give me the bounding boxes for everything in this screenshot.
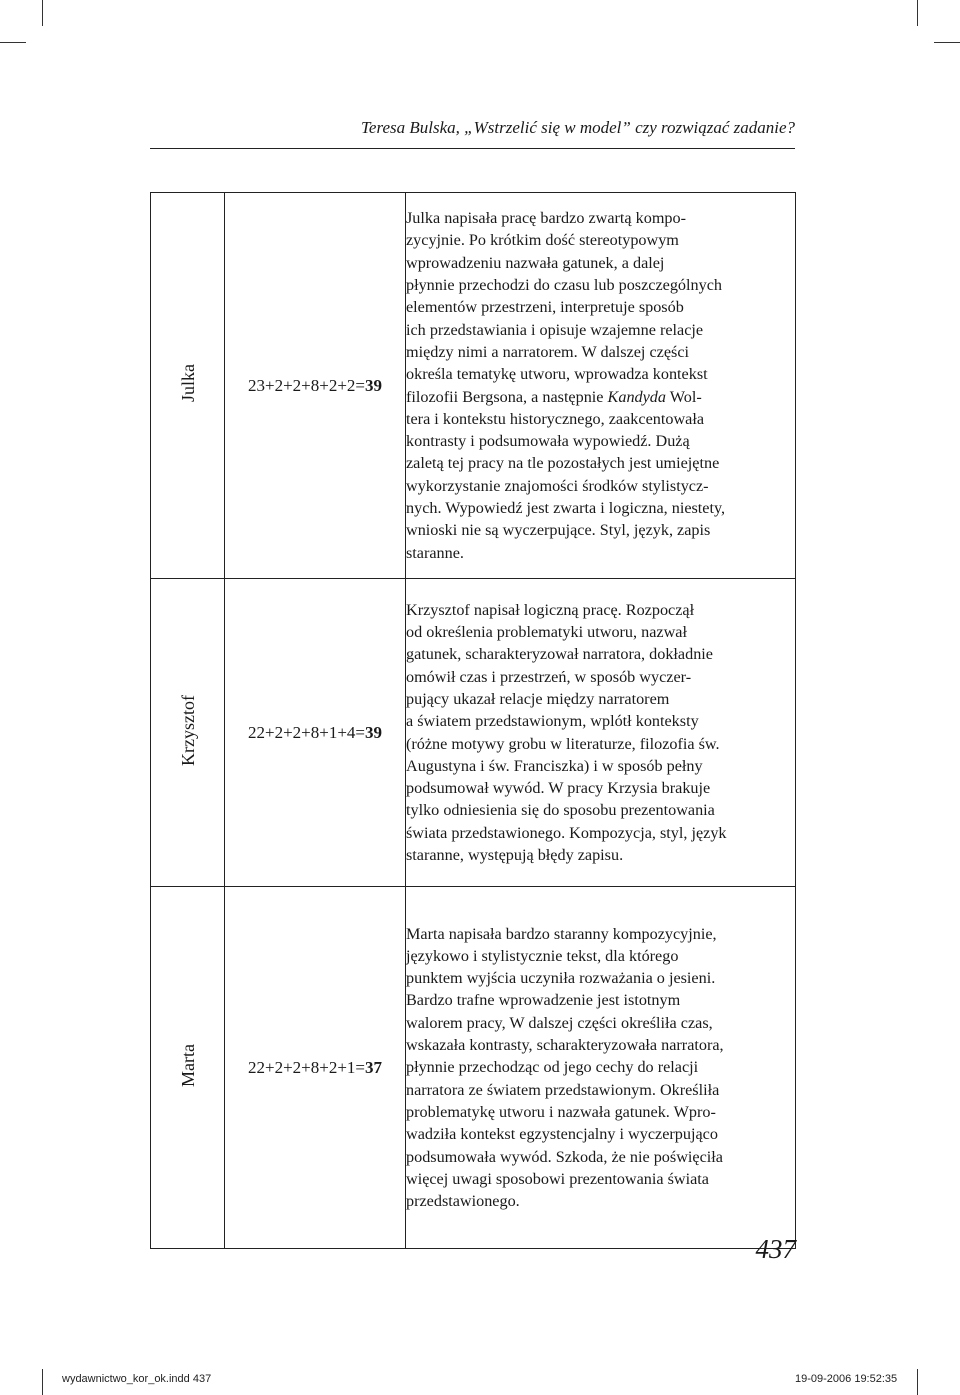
assessment-line xyxy=(406,1168,795,1190)
assessment-line xyxy=(406,643,795,665)
assessment-line xyxy=(406,989,795,1011)
crop-mark xyxy=(42,0,43,26)
student-name: Marta xyxy=(177,1043,198,1087)
assessment-text: Krzysztof napisał logiczną pracę. Rozpoczął xyxy=(406,600,695,619)
assessment-line xyxy=(406,341,795,363)
assessment-line xyxy=(406,1056,795,1078)
assessment-line xyxy=(406,799,795,821)
running-header: Teresa Bulska, „Wstrzelić się w model” czy rozwiązać zadanie? xyxy=(361,118,795,137)
assessment-text: Marta napisała bardzo staranny kompozycyjnie, xyxy=(406,924,717,943)
assessment-line xyxy=(406,497,795,519)
student-name-cell xyxy=(151,887,225,1249)
assessment-cell xyxy=(406,579,796,887)
header-rule xyxy=(150,148,795,149)
assessment-line xyxy=(406,923,795,945)
assessment-line xyxy=(406,386,795,408)
assessment-text: a światem przedstawionym, wplótł konteksty xyxy=(406,712,699,731)
student-name-cell xyxy=(151,193,225,579)
assessment-line xyxy=(406,822,795,844)
assessment-text: narratora ze światem przedstawionym. Określiła xyxy=(406,1080,720,1099)
page-number: 437 xyxy=(755,1234,796,1264)
assessment-text: wprowadzeniu nazwała gatunek, a dalej xyxy=(406,253,665,272)
assessment-line xyxy=(406,1012,795,1034)
evaluation-table xyxy=(150,192,796,1249)
student-name: Julka xyxy=(177,364,198,402)
assessment-text: Augustyna i św. Franciszka) i w sposób pełny xyxy=(406,756,703,775)
assessment-text: wykorzystanie znajomości środków stylistycz- xyxy=(406,476,709,495)
slug-file: wydawnictwo_kor_ok.indd 437 xyxy=(62,1373,212,1385)
score-sum: 22+2+2+8+1+4= xyxy=(247,722,366,742)
assessment-line xyxy=(406,1123,795,1145)
italic-title: Kandyda xyxy=(607,387,666,406)
crop-mark xyxy=(934,42,960,43)
assessment-text: między nimi a narratorem. W dalszej części xyxy=(406,342,690,361)
assessment-text: Wol- xyxy=(666,387,702,406)
assessment-line xyxy=(406,1034,795,1056)
assessment-line xyxy=(406,475,795,497)
assessment-line xyxy=(406,452,795,474)
assessment-text: elementów przestrzeni, interpretuje sposób xyxy=(406,298,684,317)
assessment-text: staranne, występują błędy zapisu. xyxy=(406,845,624,864)
assessment-line xyxy=(406,542,795,564)
assessment-text: walorem pracy, W dalszej części określiła czas, xyxy=(406,1013,713,1032)
slug-datetime: 19-09-2006 19:52:35 xyxy=(795,1373,898,1385)
score-sum: 22+2+2+8+2+1= xyxy=(247,1057,366,1077)
assessment-text: płynnie przechodzi do czasu lub poszczególnych xyxy=(406,276,722,295)
assessment-line xyxy=(406,229,795,251)
assessment-text: wnioski nie są wyczerpujące. Styl, język, zapis xyxy=(406,521,711,540)
assessment-line xyxy=(406,319,795,341)
assessment-line xyxy=(406,252,795,274)
assessment-text: wadziła kontekst egzystencjalny i wyczerpująco xyxy=(406,1125,718,1144)
assessment-text: językowo i stylistycznie tekst, dla którego xyxy=(406,946,679,965)
score-total: 39 xyxy=(365,722,383,742)
assessment-text: punktem wyjścia uczyniła rozważania o jesieni. xyxy=(406,969,716,988)
assessment-line xyxy=(406,777,795,799)
score-cell xyxy=(225,887,406,1249)
assessment-text: problematykę utworu i nazwała gatunek. Wpro- xyxy=(406,1102,716,1121)
assessment-line xyxy=(406,1079,795,1101)
assessment-cell xyxy=(406,193,796,579)
assessment-text: gatunek, scharakteryzował narratora, dokładnie xyxy=(406,645,713,664)
assessment-text: określa tematykę utworu, wprowadza kontekst xyxy=(406,365,708,384)
crop-mark xyxy=(0,42,26,43)
score-total: 39 xyxy=(365,375,383,395)
crop-mark xyxy=(42,1369,43,1395)
score-cell xyxy=(225,579,406,887)
assessment-line xyxy=(406,844,795,866)
assessment-line xyxy=(406,1101,795,1123)
assessment-line xyxy=(406,430,795,452)
assessment-text: pujący ukazał relacje między narratorem xyxy=(406,689,670,708)
assessment-text: wskazała kontrasty, scharakteryzowała narratora, xyxy=(406,1036,724,1055)
table-row xyxy=(151,193,796,579)
crop-mark xyxy=(917,0,918,26)
assessment-text: nych. Wypowiedź jest zwarta i logiczna, niestety, xyxy=(406,498,726,517)
assessment-text: płynnie przechodząc od jego cechy do relacji xyxy=(406,1058,699,1077)
assessment-text: podsumowała wywód. Szkoda, że nie poświęciła xyxy=(406,1147,723,1166)
assessment-line xyxy=(406,1190,795,1212)
assessment-line xyxy=(406,733,795,755)
assessment-text: filozofii Bergsona, a następnie xyxy=(406,387,608,406)
assessment-line xyxy=(406,945,795,967)
assessment-line xyxy=(406,967,795,989)
assessment-line xyxy=(406,666,795,688)
assessment-line xyxy=(406,274,795,296)
assessment-text: ich przedstawiania i opisuje wzajemne relacje xyxy=(406,320,704,339)
crop-mark xyxy=(917,1369,918,1395)
assessment-text: przedstawionego. xyxy=(406,1192,520,1211)
assessment-text: omówił czas i przestrzeń, w sposób wyczer- xyxy=(406,667,692,686)
assessment-text: podsumował wywód. W pracy Krzysia brakuje xyxy=(406,779,711,798)
assessment-line xyxy=(406,363,795,385)
assessment-text: tylko odniesienia się do sposobu prezentowania xyxy=(406,801,715,820)
student-name-cell xyxy=(151,579,225,887)
assessment-text: Bardzo trafne wprowadzenie jest istotnym xyxy=(406,991,681,1010)
score-cell xyxy=(225,193,406,579)
assessment-line xyxy=(406,408,795,430)
assessment-line xyxy=(406,688,795,710)
assessment-text: tera i kontekstu historycznego, zaakcentowała xyxy=(406,409,704,428)
assessment-line xyxy=(406,207,795,229)
assessment-text: świata przedstawionego. Kompozycja, styl, język xyxy=(406,823,727,842)
assessment-line xyxy=(406,710,795,732)
student-name: Krzysztof xyxy=(177,694,198,766)
assessment-text: Julka napisała pracę bardzo zwartą kompo- xyxy=(406,209,687,228)
score-total: 37 xyxy=(365,1057,383,1077)
table-row xyxy=(151,579,796,887)
assessment-text: zycyjnie. Po krótkim dość stereotypowym xyxy=(406,231,679,250)
assessment-line xyxy=(406,1146,795,1168)
assessment-line xyxy=(406,296,795,318)
assessment-line xyxy=(406,519,795,541)
assessment-text: (różne motywy grobu w literaturze, filozofia św. xyxy=(406,734,720,753)
assessment-cell xyxy=(406,887,796,1249)
assessment-text: kontrasty i podsumowała wypowiedź. Dużą xyxy=(406,432,690,451)
assessment-text: zaletą tej pracy na tle pozostałych jest umiejętne xyxy=(406,454,720,473)
table-row xyxy=(151,887,796,1249)
assessment-text: więcej uwagi sposobowi prezentowania świata xyxy=(406,1169,709,1188)
score-sum: 23+2+2+8+2+2= xyxy=(247,375,366,395)
assessment-text: od określenia problematyki utworu, nazwał xyxy=(406,623,687,642)
assessment-line xyxy=(406,621,795,643)
assessment-line xyxy=(406,755,795,777)
assessment-line xyxy=(406,599,795,621)
assessment-text: staranne. xyxy=(406,543,464,562)
